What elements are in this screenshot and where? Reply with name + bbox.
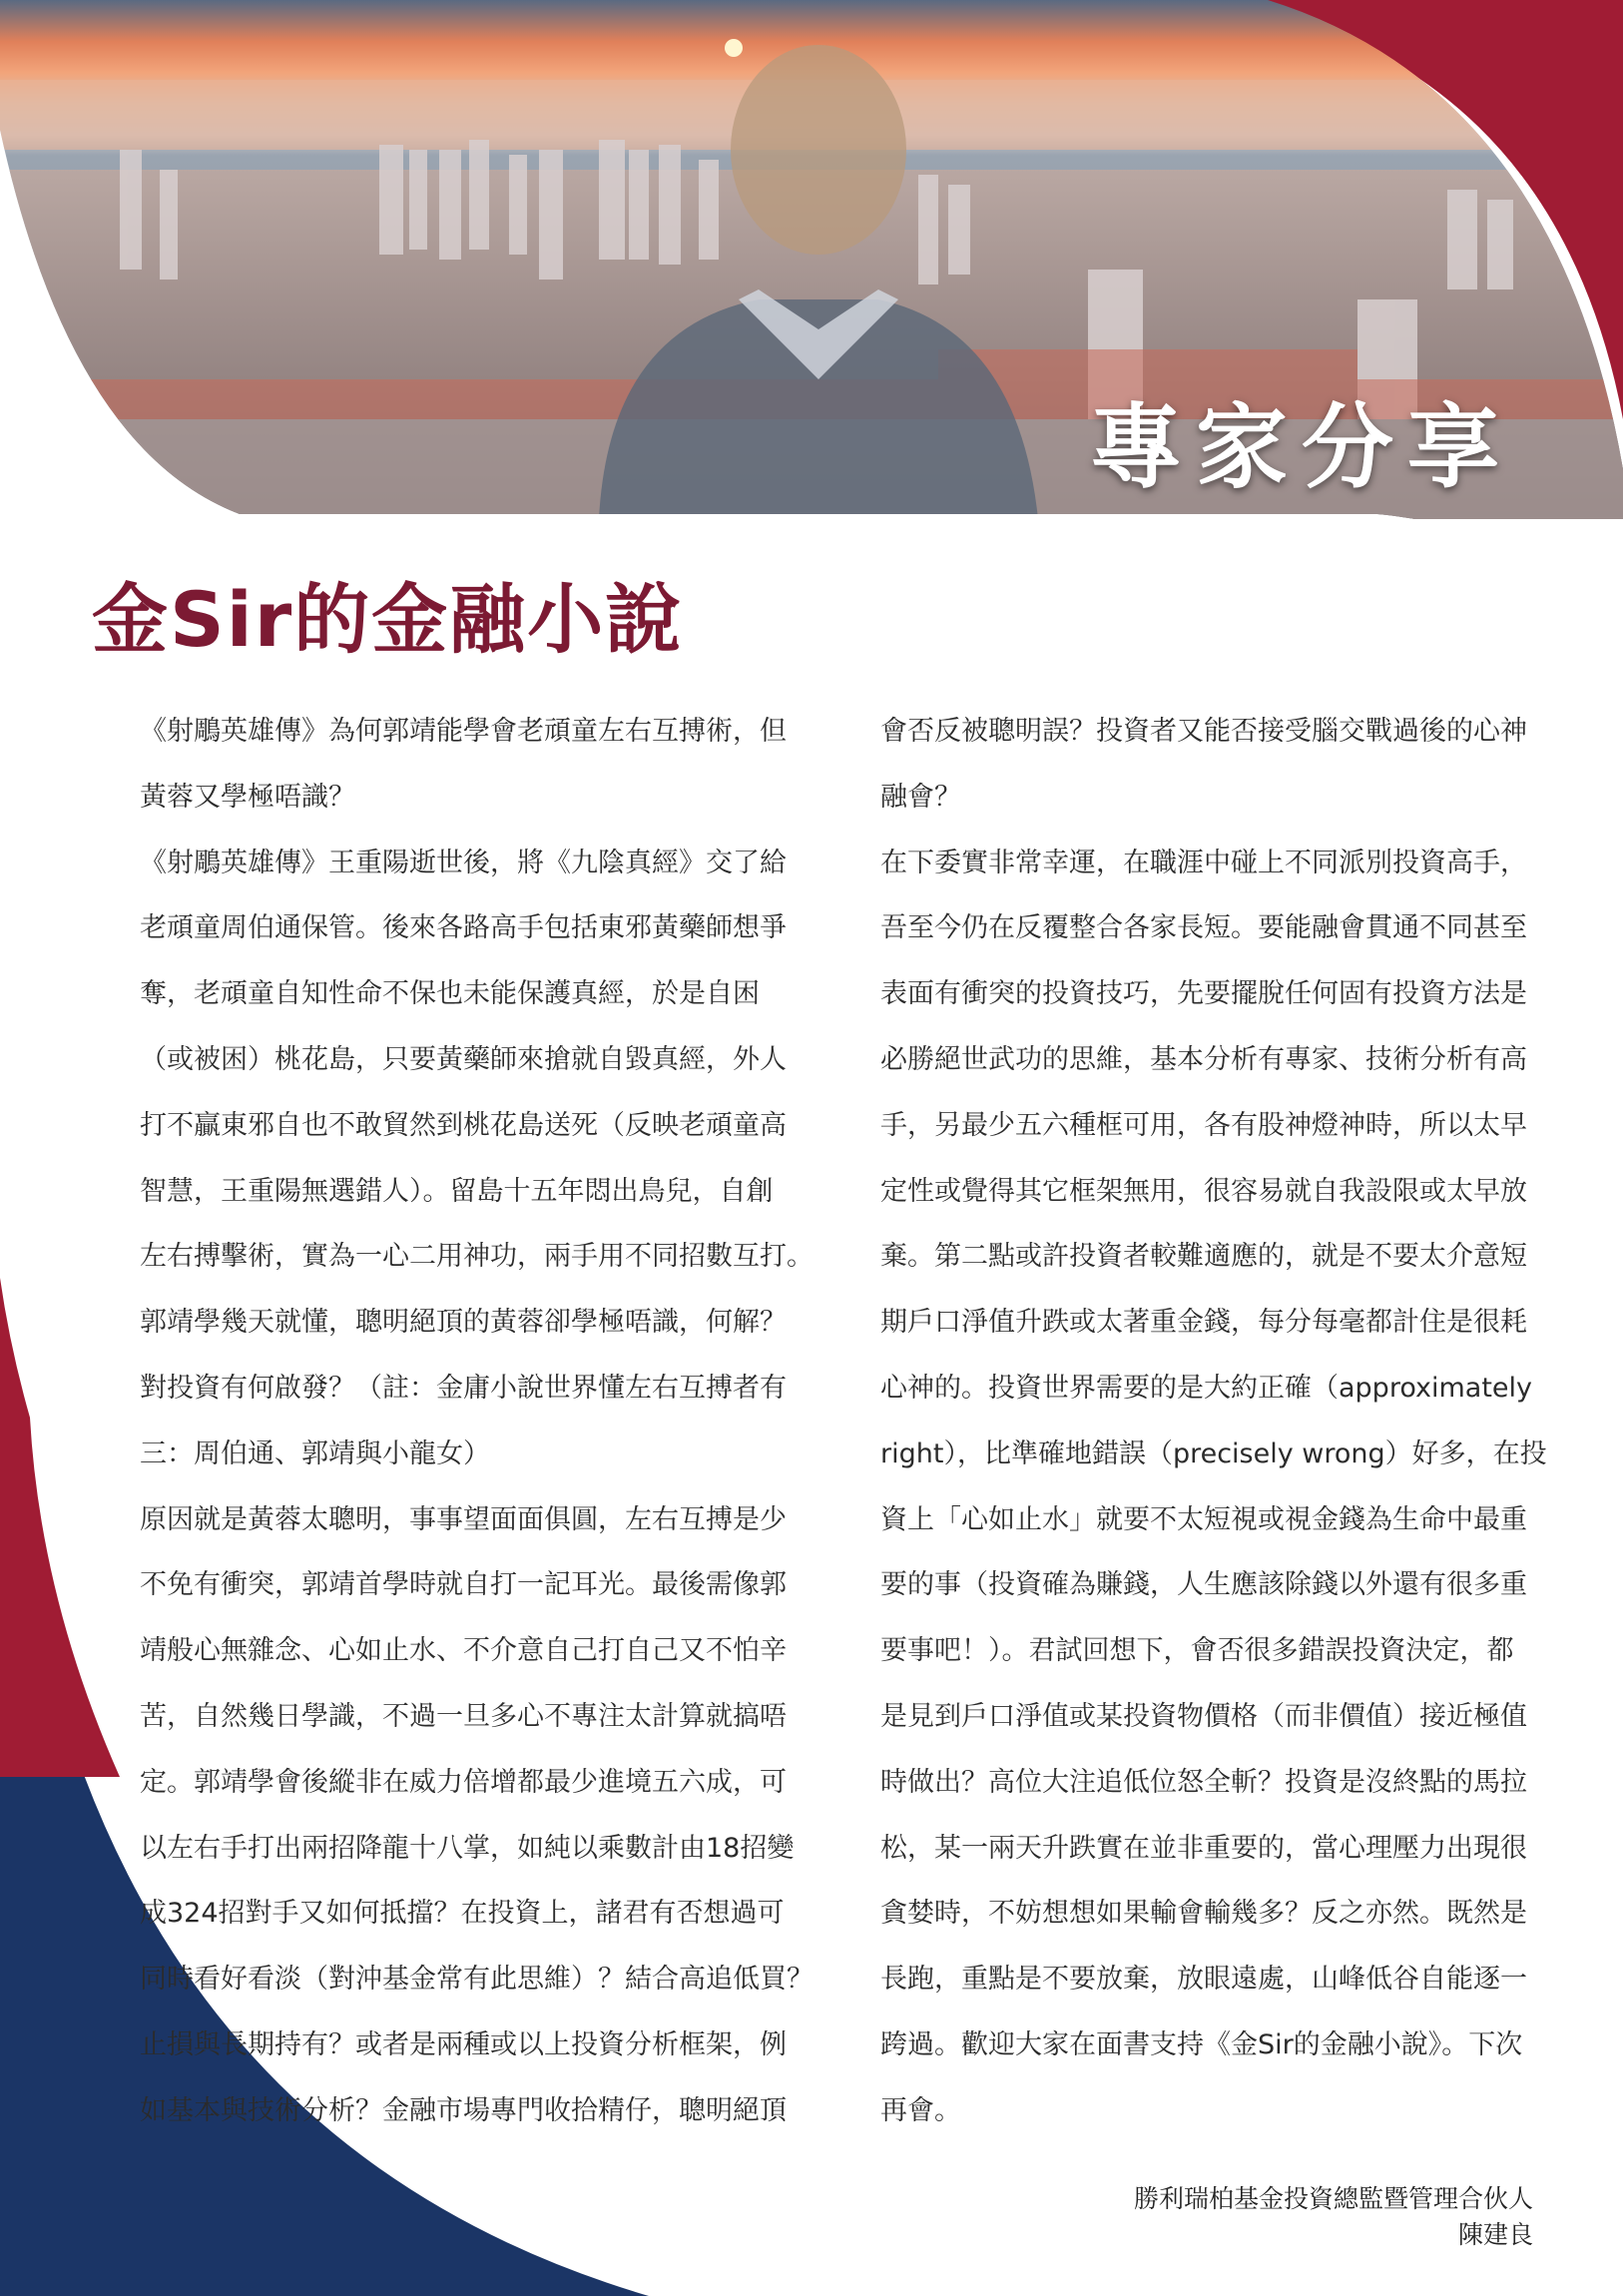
text-line: 以左右手打出兩招降龍十八掌，如純以乘數計由18招變 (140, 1832, 795, 1864)
text-line: 智慧，王重陽無選錯人）。留島十五年悶出鳥兒，自創 (140, 1175, 774, 1207)
text-line: 時做出？高位大注追低位怒全斬？投資是沒終點的馬拉 (880, 1766, 1527, 1798)
text-line: 長跑，重點是不要放棄，放眼遠處，山峰低谷自能逐一 (880, 1964, 1527, 1996)
text-line: 資上「心如止水」就要不太短視或視金錢為生命中最重 (880, 1503, 1527, 1535)
text-line: 老頑童周伯通保管。後來各路高手包括東邪黃藥師想爭 (140, 912, 787, 944)
text-line: 在下委實非常幸運，在職涯中碰上不同派別投資高手， (880, 847, 1527, 878)
text-line: 成324招對手又如何抵擋？在投資上，諸君有否想過可 (140, 1898, 785, 1930)
author-name: 陳建良 (1457, 2220, 1533, 2249)
text-line: 要的事（投資確為賺錢，人生應該除錢以外還有很多重 (880, 1569, 1527, 1601)
text-line: 表面有衝突的投資技巧，先要擺脫任何固有投資方法是 (880, 978, 1527, 1010)
text-line: 棄。第二點或許投資者較難適應的，就是不要太介意短 (880, 1241, 1527, 1273)
text-line: 三：周伯通、郭靖與小龍女） (140, 1437, 490, 1469)
text-line: 融會？ (880, 781, 961, 813)
text-line: 《射鵰英雄傳》王重陽逝世後，將《九陰真經》交了給 (140, 847, 787, 878)
author-position: 勝利瑞柏基金投資總監暨管理合伙人 (1133, 2184, 1533, 2213)
text-line: 定。郭靖學會後縱非在威力倍增都最少進境五六成，可 (140, 1766, 787, 1798)
text-line: 吾至今仍在反覆整合各家長短。要能融會貫通不同甚至 (880, 912, 1527, 944)
text-line: 《射鵰英雄傳》為何郭靖能學會老頑童左右互搏術，但 (140, 716, 787, 747)
article-column-left (140, 699, 818, 2144)
text-line: 郭靖學幾天就懂，聰明絕頂的黃蓉卻學極唔識，何解？ (140, 1307, 787, 1339)
section-label: 專家分享 (1089, 393, 1513, 501)
signature (1134, 2181, 1533, 2253)
text-line: 奪，老頑童自知性命不保也未能保護真經，於是自困 (140, 978, 760, 1010)
text-line: 再會。 (880, 2094, 961, 2126)
text-line: 貪婪時，不妨想想如果輸會輸幾多？反之亦然。既然是 (880, 1898, 1527, 1930)
text-line: 期戶口淨值升跌或太著重金錢，每分每毫都計住是很耗 (880, 1307, 1527, 1339)
text-line: 心神的。投資世界需要的是大約正確（approximately (880, 1372, 1533, 1404)
text-line: right），比準確地錯誤（precisely wrong）好多，在投 (880, 1437, 1547, 1469)
text-line: 靖般心無雜念、心如止水、不介意自己打自己又不怕辛 (140, 1635, 787, 1667)
text-line: 原因就是黃蓉太聰明，事事望面面俱圓，左右互搏是少 (140, 1503, 787, 1535)
text-line: 苦，自然幾日學識，不過一旦多心不專注太計算就搞唔 (140, 1700, 787, 1732)
text-line: 松，某一兩天升跌實在並非重要的，當心理壓力出現很 (880, 1832, 1527, 1864)
text-line: 定性或覺得其它框架無用，很容易就自我設限或太早放 (880, 1175, 1527, 1207)
text-line: 對投資有何啟發？（註：金庸小說世界懂左右互搏者有 (140, 1372, 787, 1404)
text-line: 要事吧！）。君試回想下，會否很多錯誤投資決定，都 (880, 1635, 1514, 1667)
text-line: 止損與長期持有？或者是兩種或以上投資分析框架，例 (140, 2028, 787, 2060)
text-line: 必勝絕世武功的思維，基本分析有專家、技術分析有高 (880, 1043, 1527, 1075)
text-line: 同時看好看淡（對沖基金常有此思維）？結合高追低買？ (140, 1964, 813, 1996)
text-line: （或被困）桃花島，只要黃藥師來搶就自毀真經，外人 (140, 1043, 787, 1075)
text-line: 不免有衝突，郭靖首學時就自打一記耳光。最後需像郭 (140, 1569, 787, 1601)
article-column-right (880, 699, 1559, 2144)
text-line: 會否反被聰明誤？投資者又能否接受腦交戰過後的心神 (880, 716, 1527, 747)
page-title: 金Sir的金融小說 (92, 575, 684, 664)
text-line: 如基本與技術分析？金融市場專門收拾精仔，聰明絕頂 (140, 2094, 787, 2126)
text-line: 是見到戶口淨值或某投資物價格（而非價值）接近極值 (880, 1700, 1527, 1732)
text-line: 跨過。歡迎大家在面書支持《金Sir的金融小說》。下次 (880, 2028, 1523, 2060)
text-line: 手，另最少五六種框可用，各有股神燈神時，所以太早 (880, 1109, 1527, 1141)
text-line: 左右搏擊術，實為一心二用神功，兩手用不同招數互打。 (140, 1241, 813, 1273)
text-line: 打不贏東邪自也不敢貿然到桃花島送死（反映老頑童高 (140, 1109, 787, 1141)
text-line: 黃蓉又學極唔識？ (140, 781, 355, 813)
